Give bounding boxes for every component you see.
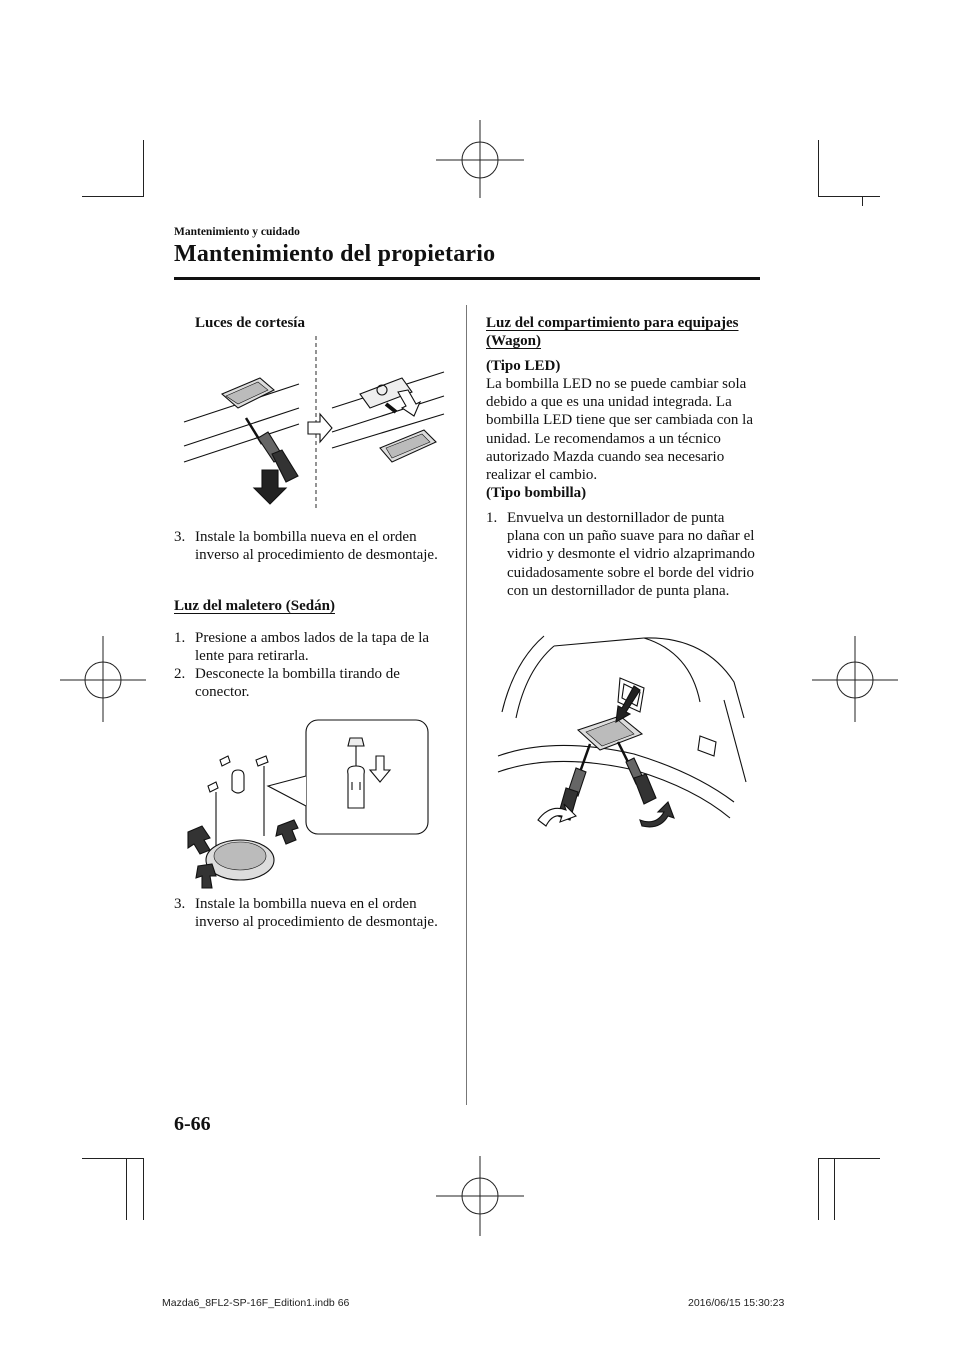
step-number: 3. xyxy=(174,896,186,912)
step-number: 1. xyxy=(174,630,186,646)
title-rule xyxy=(174,277,760,280)
luggage-light-heading: Luz del compartimiento para equipajes (Wagon) xyxy=(486,315,739,350)
page-number: 6-66 xyxy=(174,1113,211,1135)
section-label: Mantenimiento y cuidado xyxy=(174,226,300,238)
luggage-light-illustration xyxy=(494,632,750,832)
step-3-courtesy xyxy=(174,528,454,564)
step-3-trunk xyxy=(174,895,454,931)
courtesy-light-illustration xyxy=(174,334,464,512)
footer-file: Mazda6_8FL2-SP-16F_Edition1.indb 66 xyxy=(162,1297,350,1309)
column-divider xyxy=(466,305,467,1105)
led-description: La bombilla LED no se puede cambiar sola debido a que es una unidad integrada. La bombilla LED tiene que ser cambiada con la unidad. Le recomendamos a un técnico autorizado Mazda cuando sea necesario realizar el cambio. xyxy=(486,376,753,484)
trunk-light-heading: Luz del maletero (Sedán) xyxy=(174,598,335,614)
step-text: Presione a ambos lados de la tapa de la lente para retirarla. xyxy=(195,630,430,665)
led-type-label: (Tipo LED) xyxy=(486,358,561,374)
step-text: Desconecte la bombilla tirando de conector. xyxy=(195,666,400,701)
step-number: 3. xyxy=(174,529,186,545)
page-title: Mantenimiento del propietario xyxy=(174,241,496,267)
bulb-type-label: (Tipo bombilla) xyxy=(486,485,587,501)
trunk-light-illustration xyxy=(180,716,435,894)
step-text: Instale la bombilla nueva en el orden inverso al procedimiento de desmontaje. xyxy=(195,896,438,931)
step-number: 2. xyxy=(174,666,186,682)
step-number: 1. xyxy=(486,510,498,526)
step-2-trunk xyxy=(174,665,454,701)
step-text: Instale la bombilla nueva en el orden inverso al procedimiento de desmontaje. xyxy=(195,529,438,564)
step-text: Envuelva un destornillador de punta plana con un paño suave para no dañar el vidrio y desmonte el vidrio alzaprimando cuidadosamente sobre el borde del vidrio con un destornillador de punta plana. xyxy=(507,510,755,599)
step-1-trunk xyxy=(174,629,460,665)
footer-timestamp: 2016/06/15 15:30:23 xyxy=(688,1297,785,1309)
courtesy-lights-heading: Luces de cortesía xyxy=(195,315,305,331)
step-1-wagon xyxy=(486,509,758,600)
